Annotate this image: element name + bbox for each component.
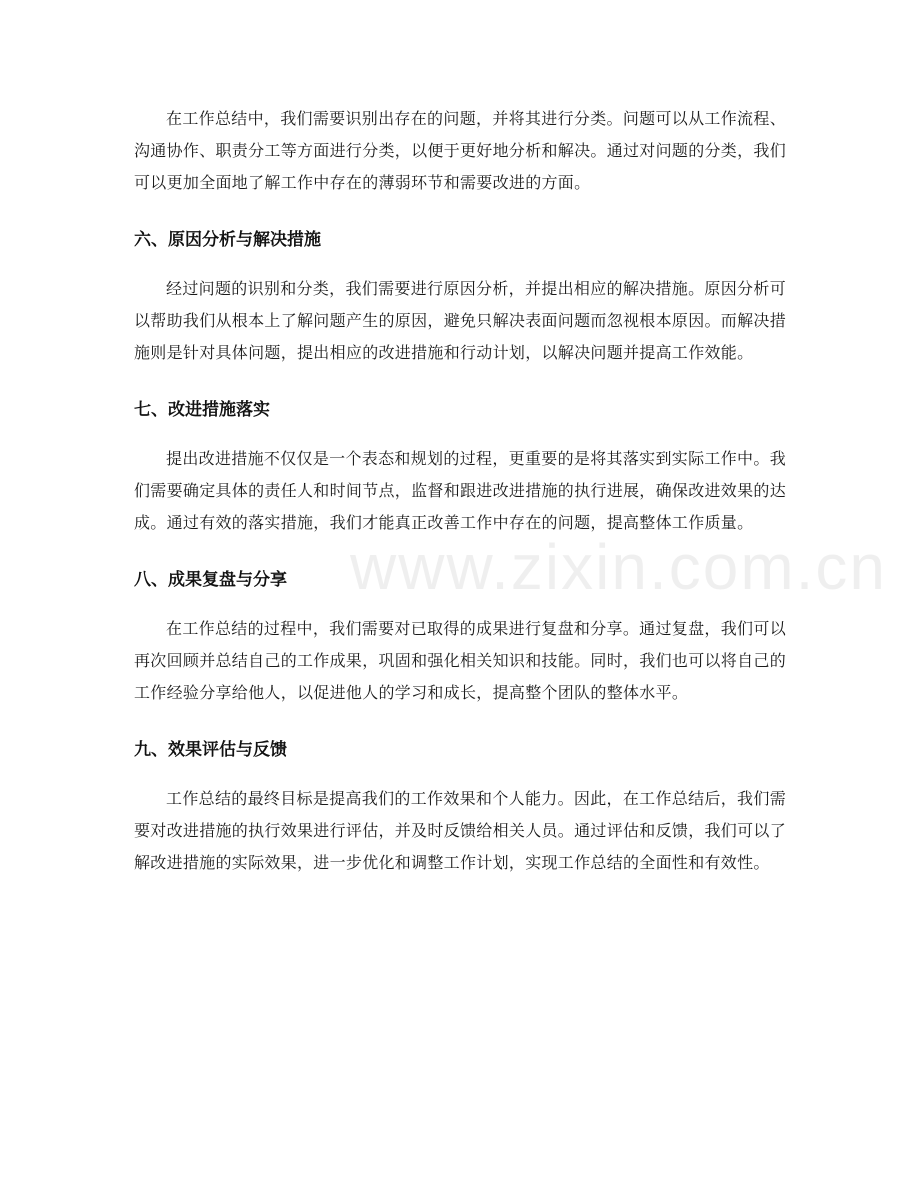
section-heading-6: 六、原因分析与解决措施 — [134, 230, 321, 250]
paragraph-cause-analysis: 经过问题的识别和分类，我们需要进行原因分析，并提出相应的解决措施。原因分析可以帮助我们从根本上了解问题产生的原因，避免只解决表面问题而忽视根本原因。而解决措施则是针对具体问题，提出相应的改进措施和行动计划，以解决问题并提高工作效能。 — [134, 279, 787, 362]
paragraph-evaluation-feedback: 工作总结的最终目标是提高我们的工作效果和个人能力。因此，在工作总结后，我们需要对改进措施的执行效果进行评估，并及时反馈给相关人员。通过评估和反馈，我们可以了解改进措施的实际效果，进一步优化和调整工作计划，实现工作总结的全面性和有效性。 — [134, 789, 787, 872]
watermark: www.zixin.com.cn — [350, 531, 887, 603]
section-heading-9: 九、效果评估与反馈 — [134, 740, 287, 760]
section-heading-7: 七、改进措施落实 — [134, 400, 270, 420]
section-heading-8: 八、成果复盘与分享 — [134, 570, 287, 590]
document-body — [134, 103, 786, 879]
paragraph-problem-classification: 在工作总结中，我们需要识别出存在的问题，并将其进行分类。问题可以从工作流程、沟通协作、职责分工等方面进行分类，以便于更好地分析和解决。通过对问题的分类，我们可以更加全面地了解工作中存在的薄弱环节和需要改进的方面。 — [134, 109, 787, 192]
paragraph-review-sharing: 在工作总结的过程中，我们需要对已取得的成果进行复盘和分享。通过复盘，我们可以再次回顾并总结自己的工作成果，巩固和强化相关知识和技能。同时，我们也可以将自己的工作经验分享给他人，以促进他人的学习和成长，提高整个团队的整体水平。 — [134, 619, 787, 702]
paragraph-implementation: 提出改进措施不仅仅是一个表态和规划的过程，更重要的是将其落实到实际工作中。我们需要确定具体的责任人和时间节点，监督和跟进改进措施的执行进展，确保改进效果的达成。通过有效的落实措施，我们才能真正改善工作中存在的问题，提高整体工作质量。 — [134, 449, 787, 532]
